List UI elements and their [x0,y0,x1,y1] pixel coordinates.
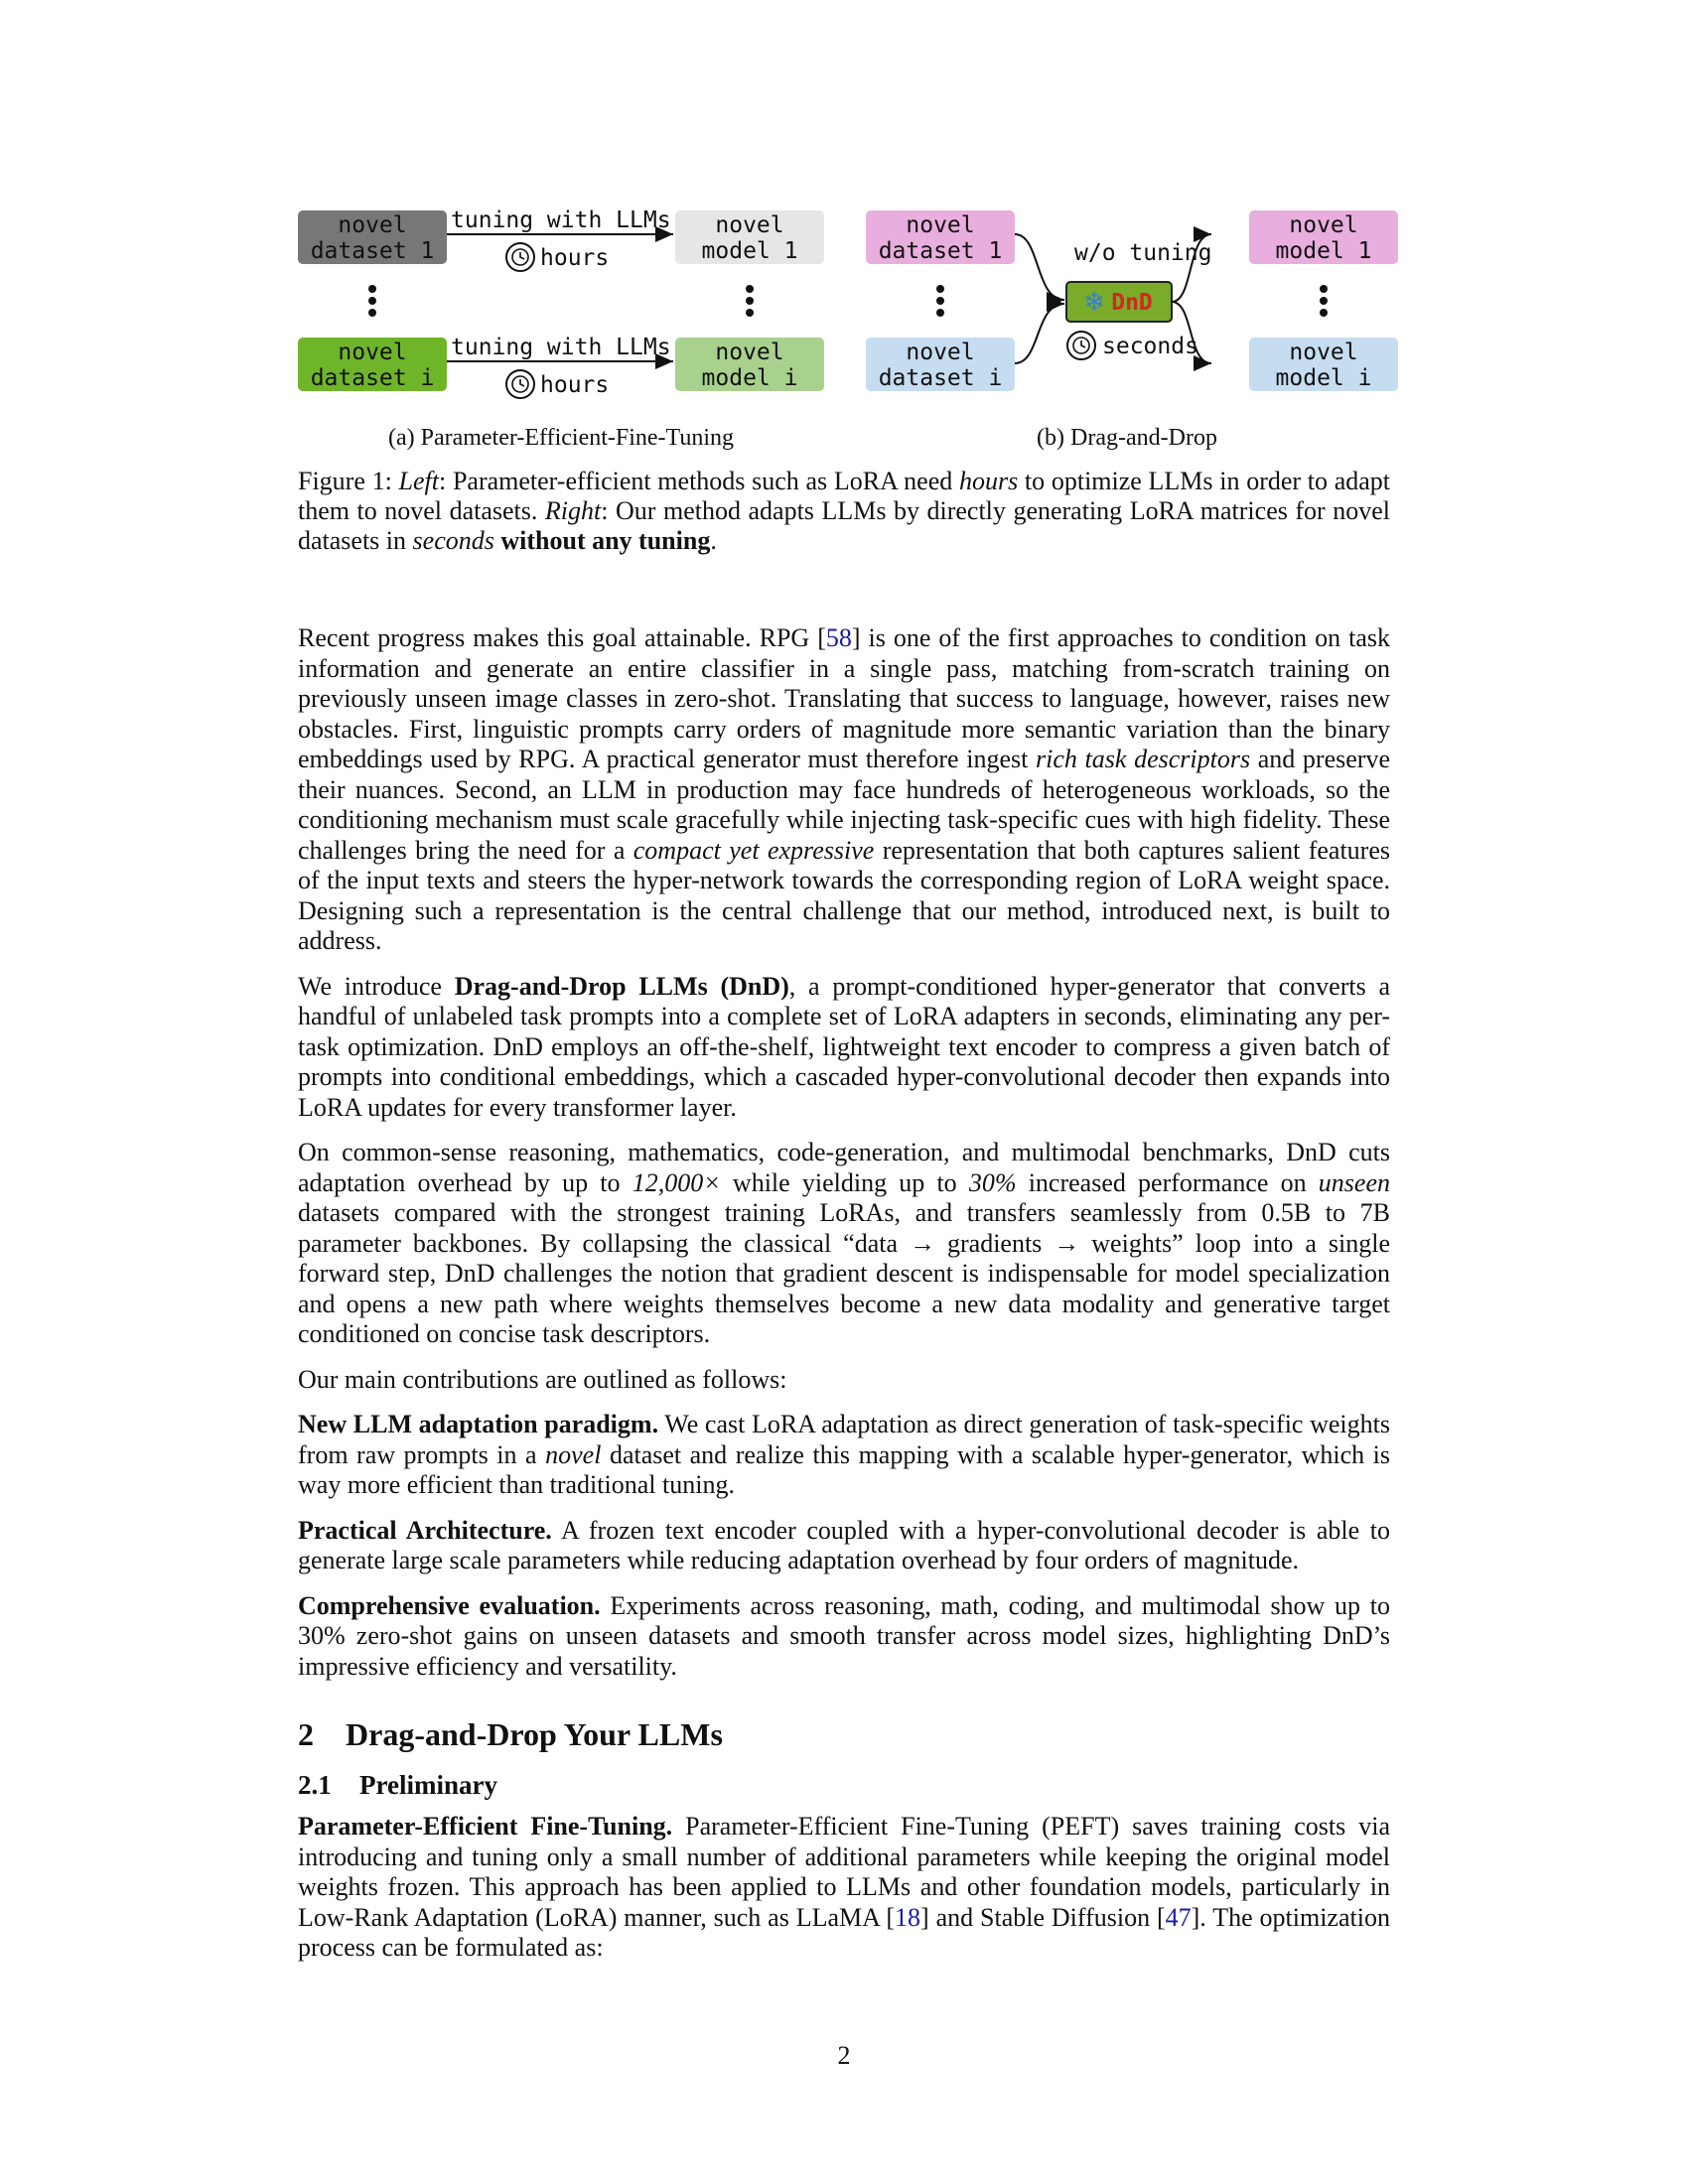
right-model-1-line1: novel [1289,212,1358,238]
subsection-title: Preliminary [359,1769,497,1800]
emphasis: 30% [968,1167,1017,1197]
left-time-label-bottom: hours [540,372,610,398]
clock-icon [1067,332,1095,359]
bold-term: New LLM adaptation paradigm. [298,1410,659,1438]
emphasis: rich task descriptors [1036,745,1251,773]
figure-1 [288,199,1400,447]
snowflake-icon: ❄ [1083,288,1105,317]
text-span: increased performance on [1016,1167,1319,1197]
paragraph [298,623,1390,957]
caption-seconds: seconds [412,526,494,555]
text-span: and preserve their nuances. Second, an LLM in production may face hundreds of heterogeneous workloads, so the conditioning mechanism must scale gracefully while injecting task-specific cues with high fidelity. These challenges bring the need for a [298,745,1390,865]
caption-left-word: Left [398,467,439,495]
wo-tuning-label: w/o tuning [1074,240,1212,266]
paragraph [298,1812,1390,1964]
text-span: A frozen text encoder coupled with a hyper-convolutional decoder is able to generate large scale parameters while reducing adaptation overhead by four orders of magnitude. [298,1515,1390,1574]
page-number: 2 [837,2041,851,2070]
caption-hours: hours [958,467,1019,495]
right-model-i-line2: model i [1275,365,1372,391]
clock-icon [506,243,534,271]
caption-label: Figure 1: [298,467,392,495]
text-span: datasets compared with the strongest training LoRAs, and transfers seamlessly from 0.5B to 7B parameter backbones. By collapsing the classical “data → gradients → weights” loop into a single forward step, DnD challenges the notion that gradient descent is indispensable for model specialization and opens a new path where weights themselves become a new data modality and generative target conditioned on concise task descriptors. [298,1198,1390,1348]
text-span: representation that both captures salient features of the input texts and steers the hyper-network towards the corresponding region of LoRA weight space. Designing such a representation is the central challenge that our method, introduced next, is built to address. [298,835,1390,955]
left-time-label-top: hours [540,245,610,271]
panel-b [866,210,1398,391]
text-span: We cast LoRA adaptation as direct generation of task-specific weights from raw prompts in a [298,1410,1391,1469]
subsection-heading [298,1770,1390,1801]
left-arrow-label-bottom: tuning with LLMs [451,335,671,360]
contribution-item [298,1410,1390,1501]
subcaption-b: (b) Drag-and-Drop [1037,425,1217,451]
left-model-1-line2: model 1 [701,238,798,264]
text-span: while yielding up to [720,1167,969,1197]
paragraph [298,1138,1390,1350]
bold-term: Practical Architecture. [298,1515,552,1545]
emphasis: novel [545,1439,602,1469]
subcaption-a: (a) Parameter-Efficient-Fine-Tuning [387,425,735,451]
left-dataset-1-line2: dataset 1 [310,238,435,264]
bold-term: Drag-and-Drop LLMs (DnD) [454,971,789,1001]
clock-icon [506,370,534,398]
section-title: Drag-and-Drop Your LLMs [346,1716,723,1752]
emphasis: unseen [1318,1167,1390,1197]
left-arrow-label-top: tuning with LLMs [451,207,671,233]
body-text [298,623,1390,1979]
citation-link[interactable]: 58 [825,623,852,652]
caption-text: to optimize LLMs in order to adapt them to novel datasets. [298,467,1391,525]
text-span: Parameter-Efficient Fine-Tuning (PEFT) saves training costs via introducing and tuning only a small number of additional parameters while keeping the original model weights frozen. This approach has been applied to LLMs and other foundation models, particularly in Low-Rank Adaptation (LoRA) manner, such as LLaMA [ [298,1812,1390,1932]
right-dataset-i-line1: novel [906,340,975,365]
paragraph: Our main contributions are outlined as follows: [298,1364,787,1394]
emphasis: compact yet expressive [633,835,875,865]
panel-a [298,207,824,398]
text-span: Recent progress makes this goal attainable. RPG [ [298,623,826,652]
contribution-item [298,1591,1390,1683]
figure-caption [298,467,1390,556]
right-dataset-i-line2: dataset i [878,365,1003,391]
left-model-i-line1: novel [715,340,784,365]
text-span: dataset and realize this mapping with a scalable hyper-generator, which is way more efficient than traditional tuning. [298,1439,1390,1499]
dnd-label: DnD [1111,290,1153,316]
left-dataset-i-line1: novel [338,340,407,365]
bold-term: Comprehensive evaluation. [298,1590,601,1620]
emphasis: 12,000× [632,1167,721,1197]
caption-text: : Our method adapts LLMs by directly generating LoRA matrices for novel datasets in [298,496,1390,555]
text-span: We introduce [298,971,455,1001]
right-dataset-1-line1: novel [906,212,975,238]
seconds-label: seconds [1102,334,1198,359]
bold-term: Parameter-Efficient Fine-Tuning. [298,1812,673,1841]
text-span: ] is one of the first approaches to condition on task information and generate an entire classifier in a single pass, matching from-scratch training on previously unseen image classes in zero-shot. Translating that success to language, however, raises new obstacles. First, linguistic prompts carry orders of magnitude more semantic variation than the binary embeddings used by RPG. A practical generator must therefore ingest [298,623,1390,773]
text-span: ] and Stable Diffusion [ [920,1902,1166,1932]
left-model-1-line1: novel [715,212,784,238]
text-span: On common-sense reasoning, mathematics, code-generation, and multimodal benchmarks, DnD cuts adaptation overhead by up to [298,1138,1390,1197]
paragraph [298,972,1390,1124]
text-span: , a prompt-conditioned hyper-generator that converts a handful of unlabeled task prompts into a complete set of LoRA adapters in seconds, eliminating any per-task optimization. DnD employs an off-the-shelf, lightweight text encoder to compress a given batch of prompts into conditional embeddings, which a cascaded hyper-convolutional decoder then expands into LoRA updates for every transformer layer. [298,971,1391,1122]
section-heading [298,1716,1390,1752]
caption-bold: without any tuning [500,526,711,555]
right-model-1-line2: model 1 [1275,238,1372,264]
text-span: Experiments across reasoning, math, coding, and multimodal show up to 30% zero-shot gains on unseen datasets and smooth transfer across model sizes, highlighting DnD’s impressive efficiency and versatility. [298,1590,1390,1681]
text-span: ]. The optimization process can be formulated as: [298,1902,1390,1962]
right-dataset-1-line2: dataset 1 [878,238,1003,264]
left-model-i-line2: model i [701,365,798,391]
citation-link[interactable]: 47 [1165,1902,1192,1932]
contribution-item [298,1516,1390,1576]
left-dataset-1-line1: novel [338,212,407,238]
caption-text: . [710,526,717,555]
subsection-number: 2.1 [298,1769,332,1800]
left-dataset-i-line2: dataset i [310,365,435,391]
caption-right-word: Right [544,496,602,525]
vertical-ellipsis-icon [368,285,754,317]
right-model-i-line1: novel [1289,340,1358,365]
caption-text: : Parameter-efficient methods such as LoRA need [439,467,959,495]
section-number: 2 [298,1716,314,1752]
citation-link[interactable]: 18 [895,1902,921,1932]
